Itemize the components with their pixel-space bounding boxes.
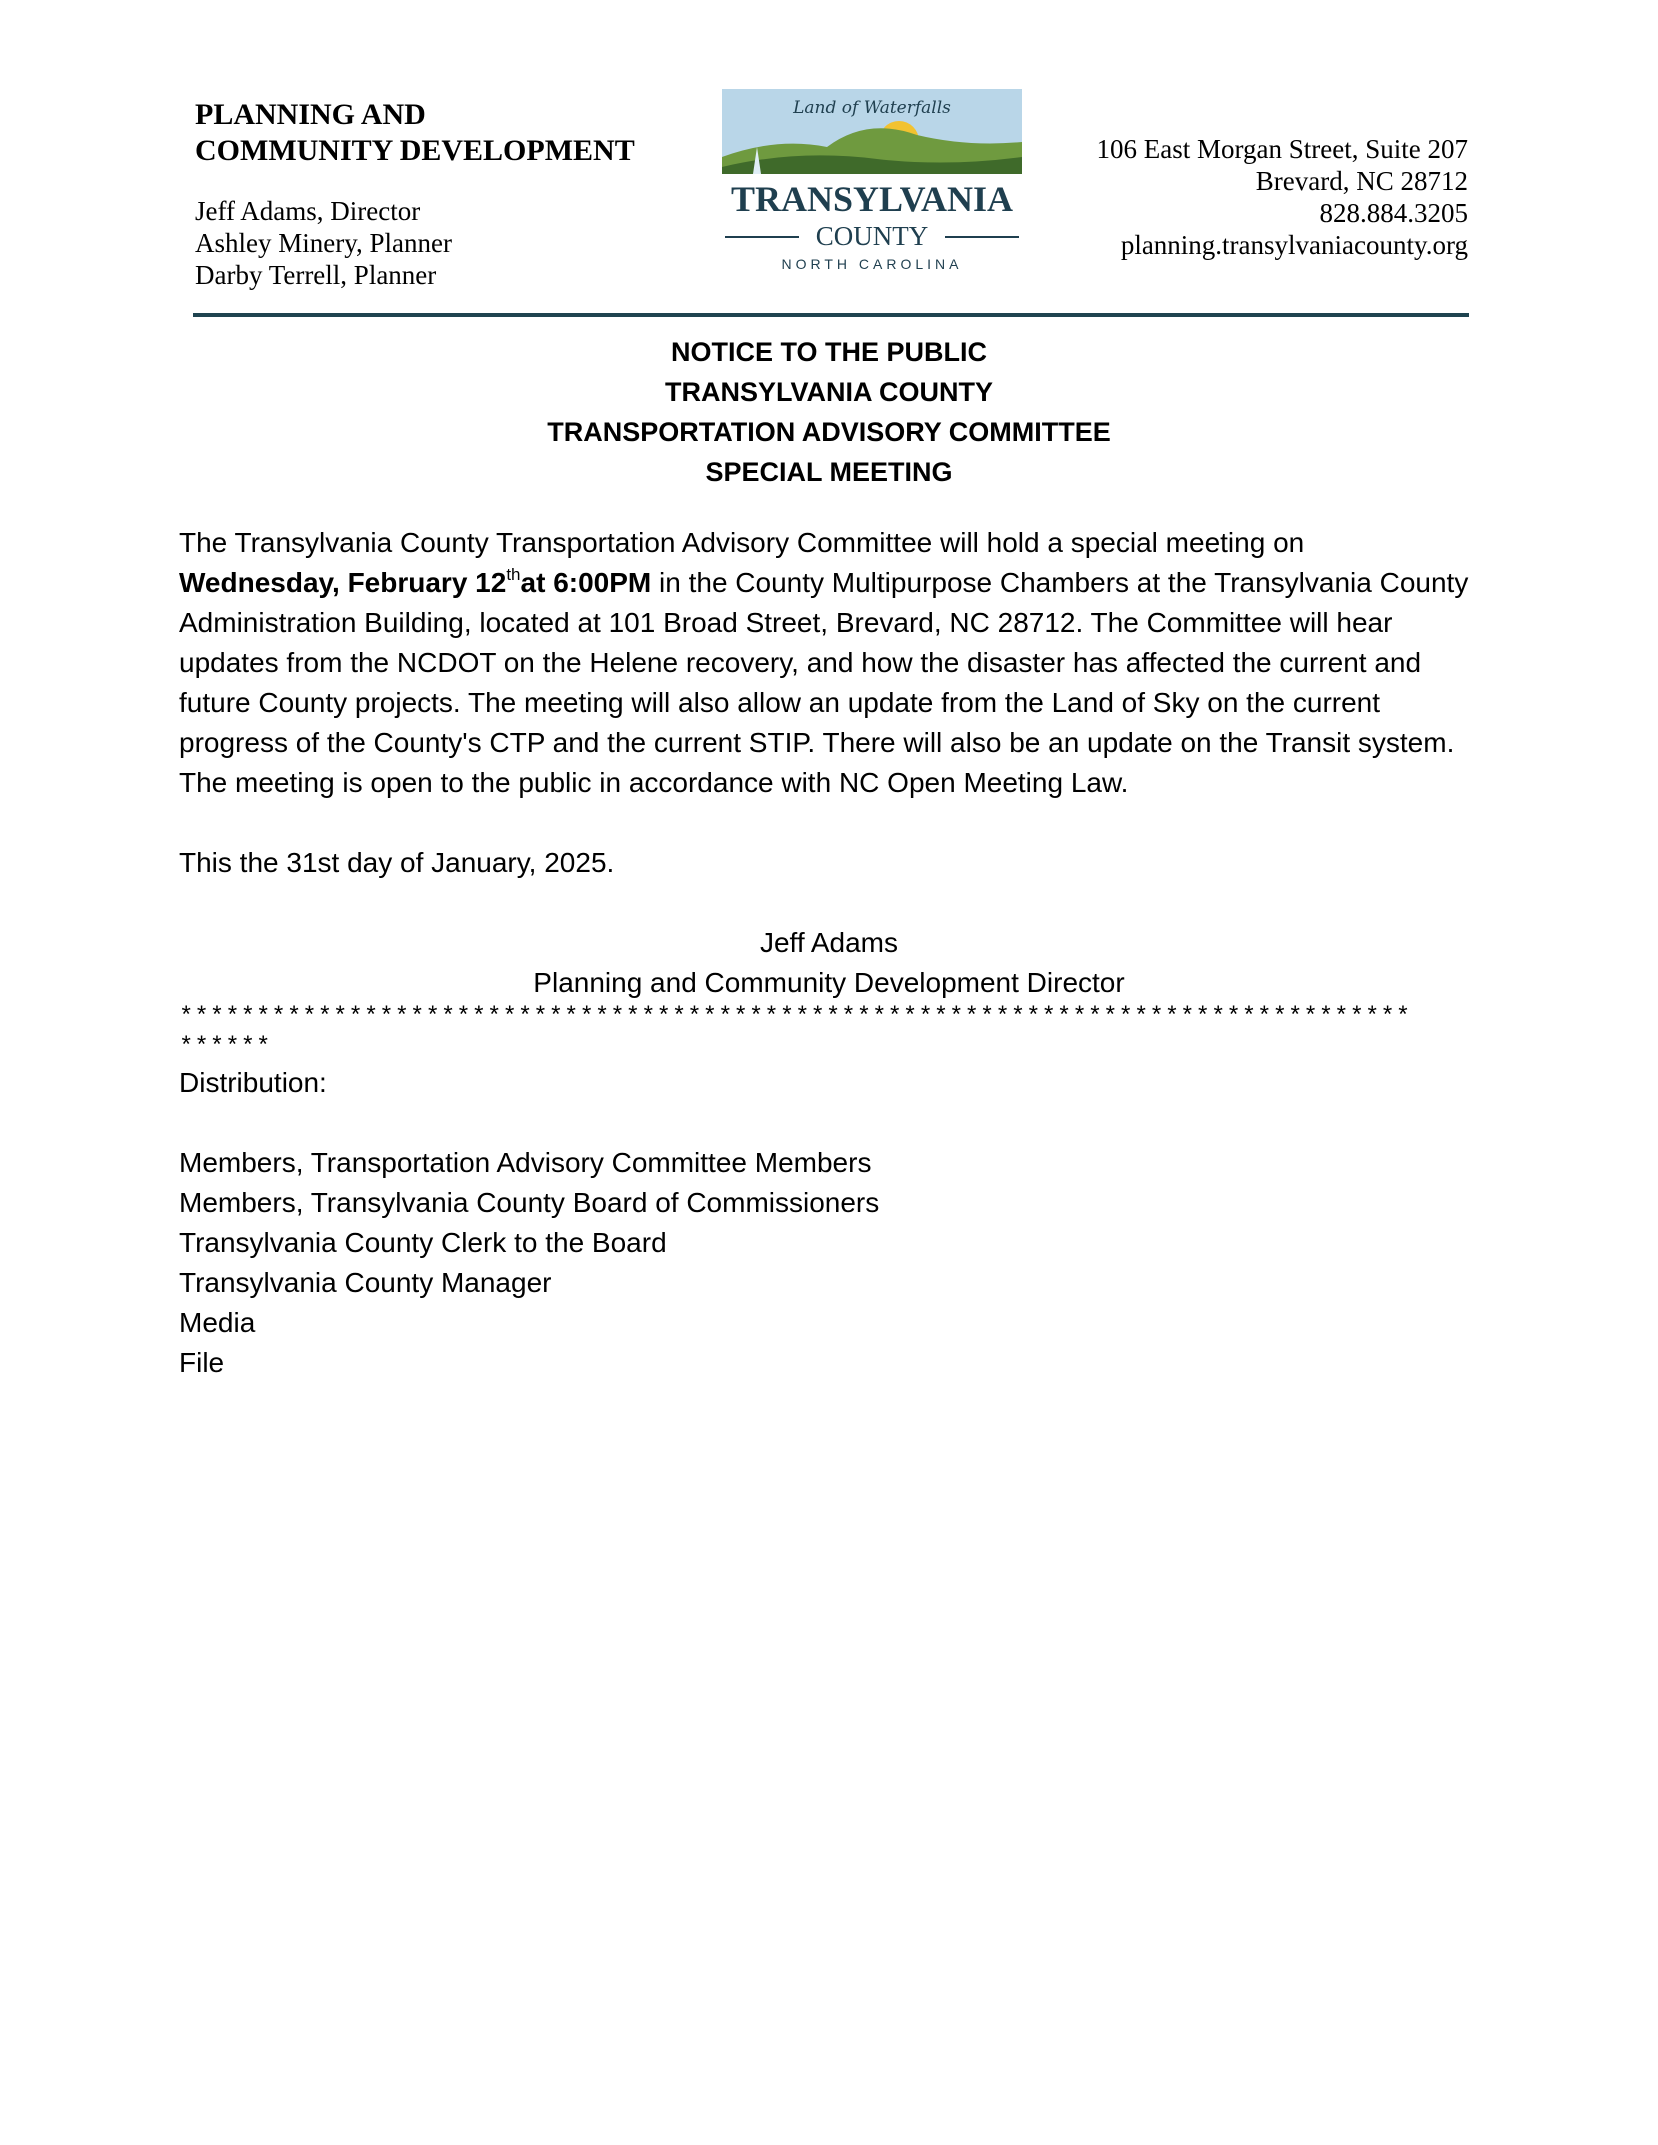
heading-line-4: SPECIAL MEETING bbox=[705, 457, 953, 487]
distribution-item: Transylvania County Manager bbox=[179, 1267, 552, 1298]
staff-planner-1: Ashley Minery, Planner bbox=[195, 228, 452, 258]
body-rest: in the County Multipurpose Chambers at the Transylvania County Administration Building, located at 101 Broad Street, Brevard, NC 28712. The Committee will hear updates from the NCDOT on the Helene recovery, and how the disaster has affected the current and future County projects. The meeting will also allow an update from the Land of Sky on the current progress of the County's CTP and the current STIP. There will also be an update on the Transit system. The meeting is open to the public in accordance with NC Open Meeting Law. bbox=[179, 567, 1469, 798]
address-phone: 828.884.3205 bbox=[1319, 198, 1468, 228]
signature-name: Jeff Adams bbox=[759, 927, 898, 958]
meeting-date: Wednesday, February 12 bbox=[179, 567, 507, 598]
letterhead-divider bbox=[193, 313, 1469, 317]
heading-line-2: TRANSYLVANIA COUNTY bbox=[665, 377, 993, 407]
signature-title: Planning and Community Development Director bbox=[533, 967, 1125, 998]
logo-tagline: Land of Waterfalls bbox=[793, 98, 951, 118]
staff-director: Jeff Adams, Director bbox=[195, 196, 421, 226]
notice-body bbox=[179, 523, 1479, 803]
logo-name: TRANSYLVANIA bbox=[730, 179, 1014, 219]
distribution-label: Distribution: bbox=[179, 1067, 327, 1098]
distribution-item: Members, Transportation Advisory Committee Members bbox=[179, 1147, 872, 1178]
body-intro: The Transylvania County Transportation Advisory Committee will hold a special meeting on bbox=[179, 527, 1305, 558]
department-name-line-1: PLANNING AND bbox=[195, 98, 426, 131]
notice-content bbox=[179, 523, 1479, 1383]
distribution-item: File bbox=[179, 1347, 225, 1378]
notice-heading bbox=[0, 332, 1658, 492]
heading-line-1: NOTICE TO THE PUBLIC bbox=[670, 337, 987, 367]
county-logo bbox=[717, 87, 1027, 277]
staff-planner-2: Darby Terrell, Planner bbox=[195, 260, 437, 290]
distribution-item: Media bbox=[179, 1307, 256, 1338]
address-block bbox=[1097, 133, 1468, 261]
distribution-item: Members, Transylvania County Board of Commissioners bbox=[179, 1187, 880, 1218]
staff-list bbox=[195, 195, 695, 291]
department-name-line-2: COMMUNITY DEVELOPMENT bbox=[195, 134, 635, 167]
separator-line-1: ******************************************************************************** bbox=[179, 1004, 1412, 1031]
address-website: planning.transylvaniacounty.org bbox=[1120, 230, 1468, 260]
separator-line-2: ****** bbox=[179, 1034, 272, 1061]
meeting-time: at 6:00PM bbox=[520, 567, 652, 598]
department-block bbox=[195, 97, 695, 291]
logo-state: NORTH CAROLINA bbox=[781, 256, 963, 272]
logo-county: COUNTY bbox=[815, 221, 929, 251]
distribution-item: Transylvania County Clerk to the Board bbox=[179, 1227, 667, 1258]
date-suffix: th bbox=[506, 565, 521, 584]
address-street: 106 East Morgan Street, Suite 207 bbox=[1096, 134, 1468, 164]
address-city: Brevard, NC 28712 bbox=[1255, 166, 1468, 196]
heading-line-3: TRANSPORTATION ADVISORY COMMITTEE bbox=[547, 417, 1111, 447]
dated-line: This the 31st day of January, 2025. bbox=[179, 847, 615, 878]
